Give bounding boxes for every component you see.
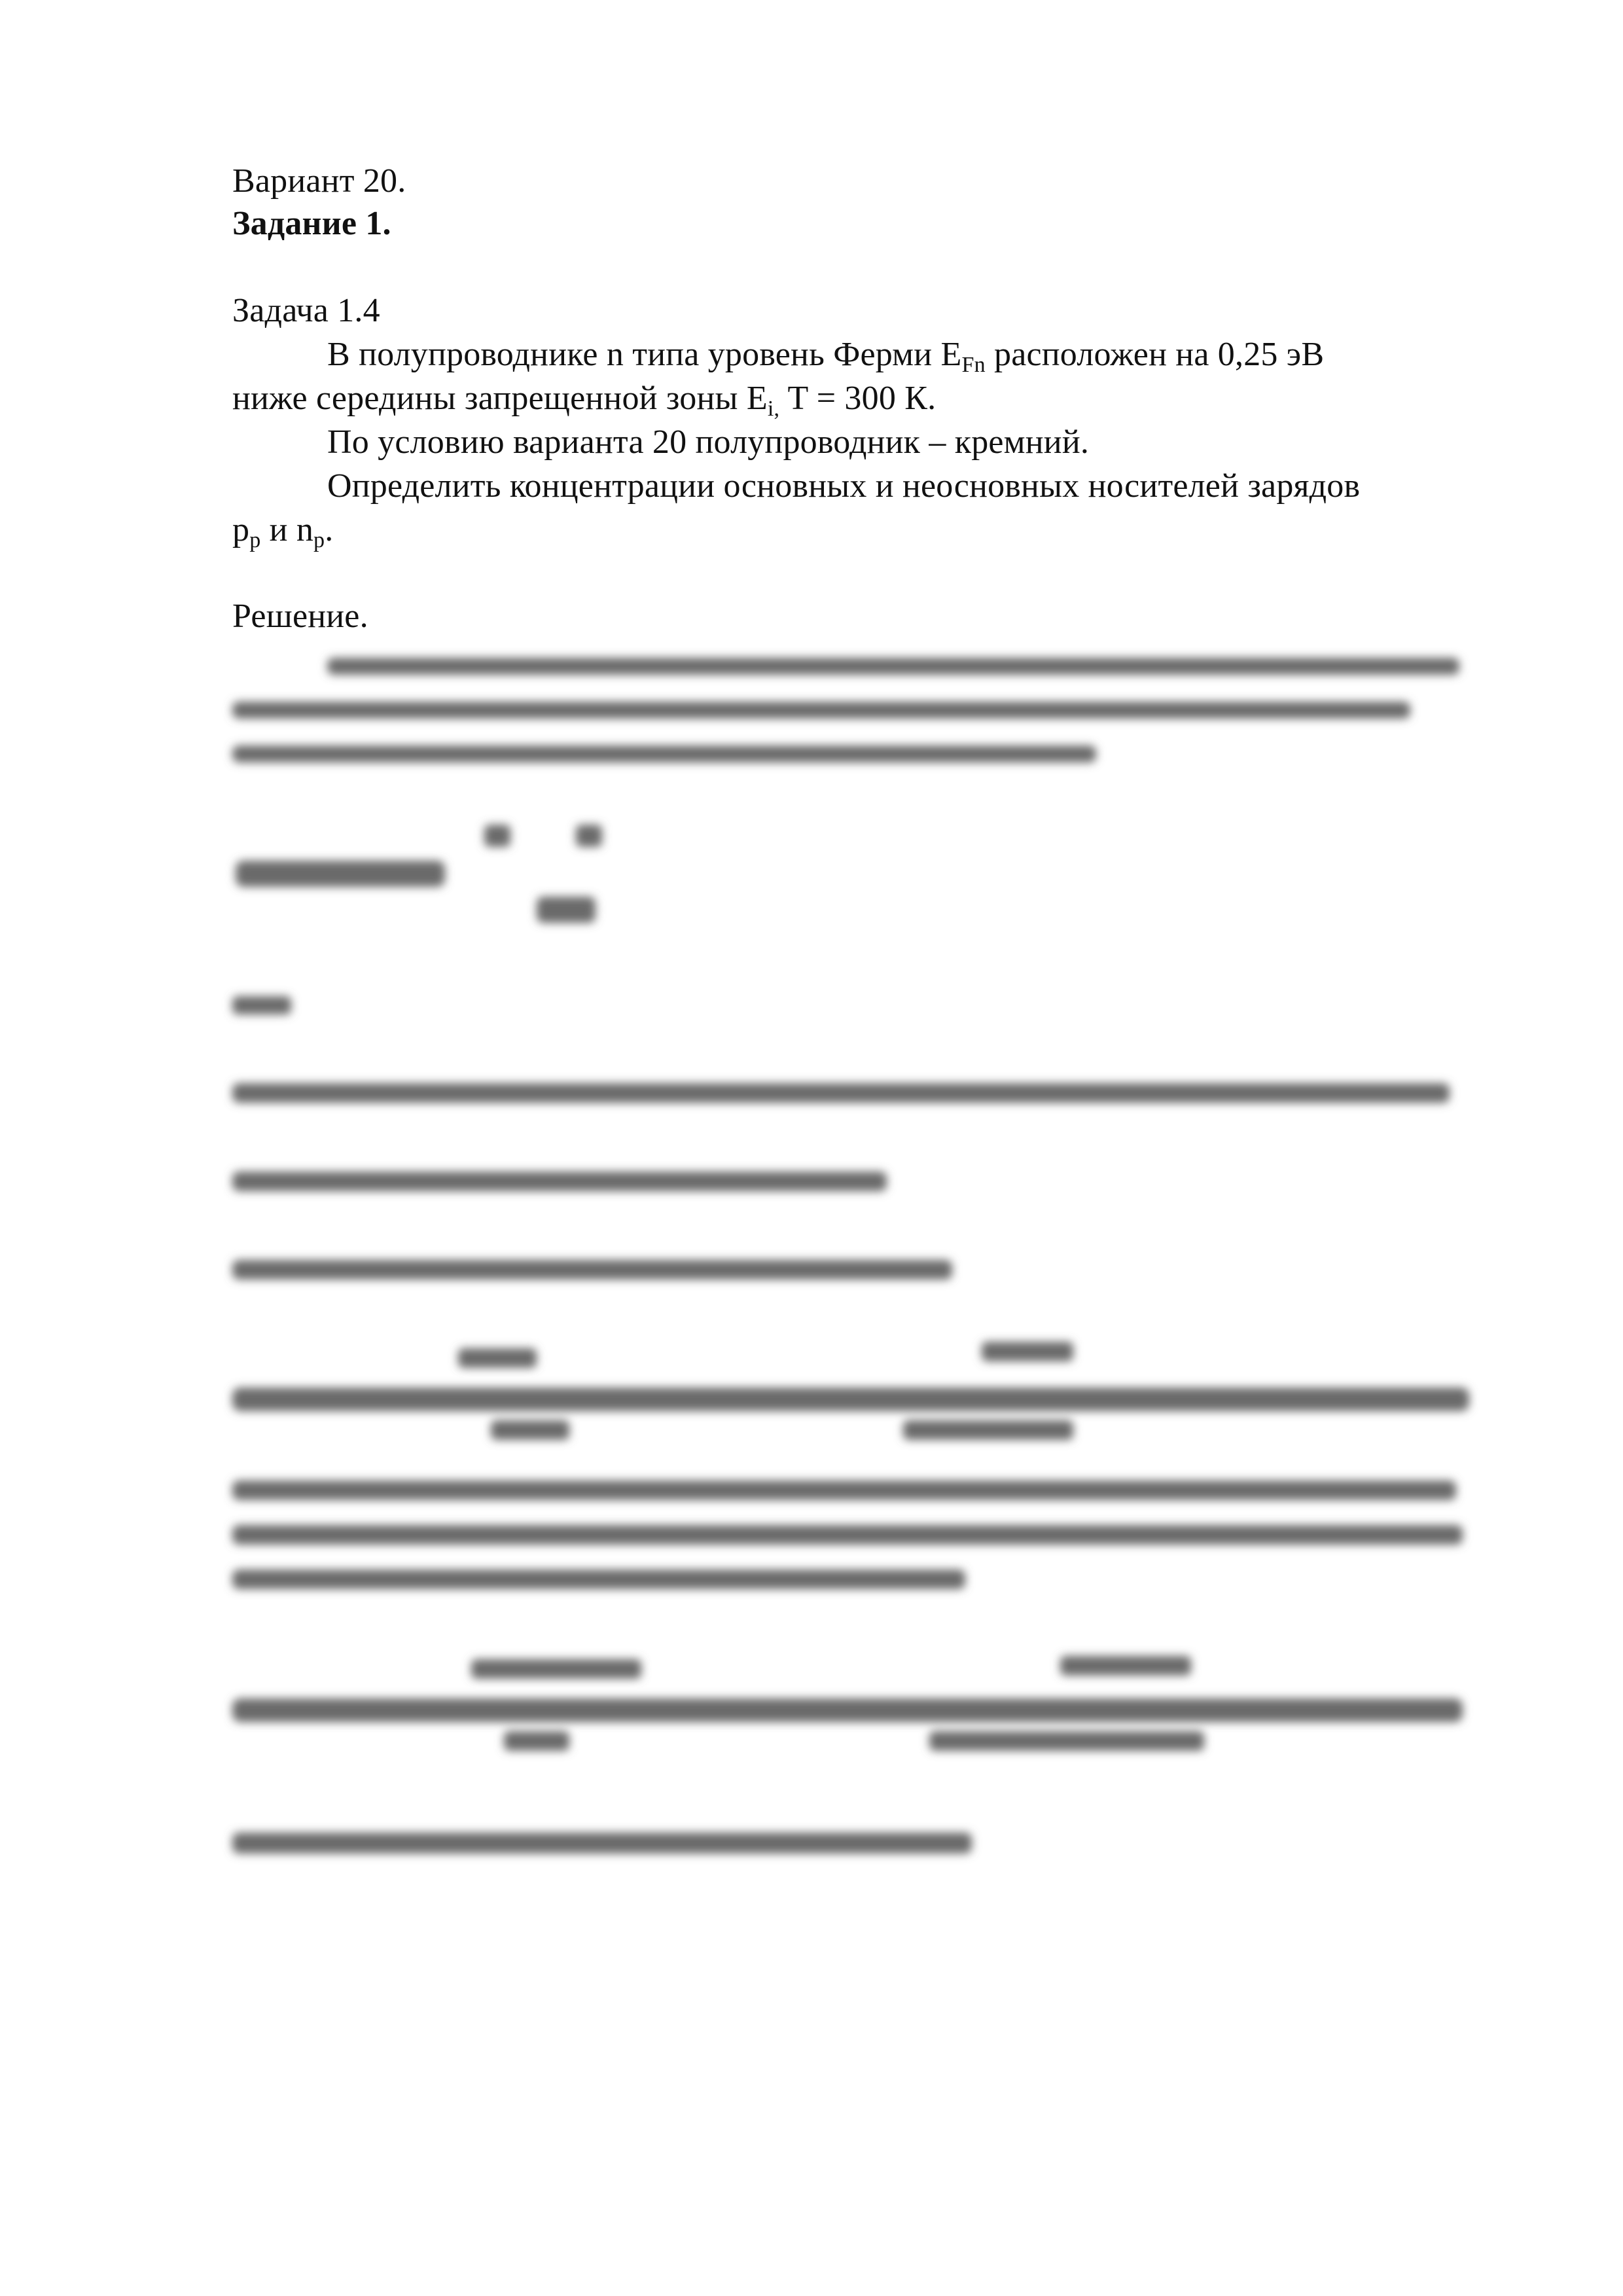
solution-heading: Решение.: [232, 598, 368, 635]
problem-text-part: В полупроводнике n типа уровень Ферми E: [327, 336, 962, 373]
problem-text-line-4: Определить концентрации основных и неосновных носителей зарядов: [327, 467, 1361, 505]
problem-text-part: и n: [260, 511, 314, 548]
problem-text-part: p: [232, 511, 250, 548]
midgap-subscript: i,: [767, 397, 780, 421]
problem-text-part: .: [325, 511, 334, 548]
subscript: p: [249, 528, 261, 552]
variant-label: Вариант 20.: [232, 162, 406, 200]
problem-text-line-3: По условию варианта 20 полупроводник – кремний.: [327, 423, 1090, 461]
task-heading: Задание 1.: [232, 205, 391, 242]
subscript: p: [313, 528, 325, 552]
problem-number: Задача 1.4: [232, 292, 380, 329]
problem-text-part: расположен на 0,25 эВ: [985, 336, 1325, 373]
fermi-subscript: Fn: [961, 353, 986, 377]
problem-text-part: T = 300 К.: [779, 380, 936, 417]
problem-text-part: ниже середины запрещенной зоны E: [232, 380, 768, 417]
